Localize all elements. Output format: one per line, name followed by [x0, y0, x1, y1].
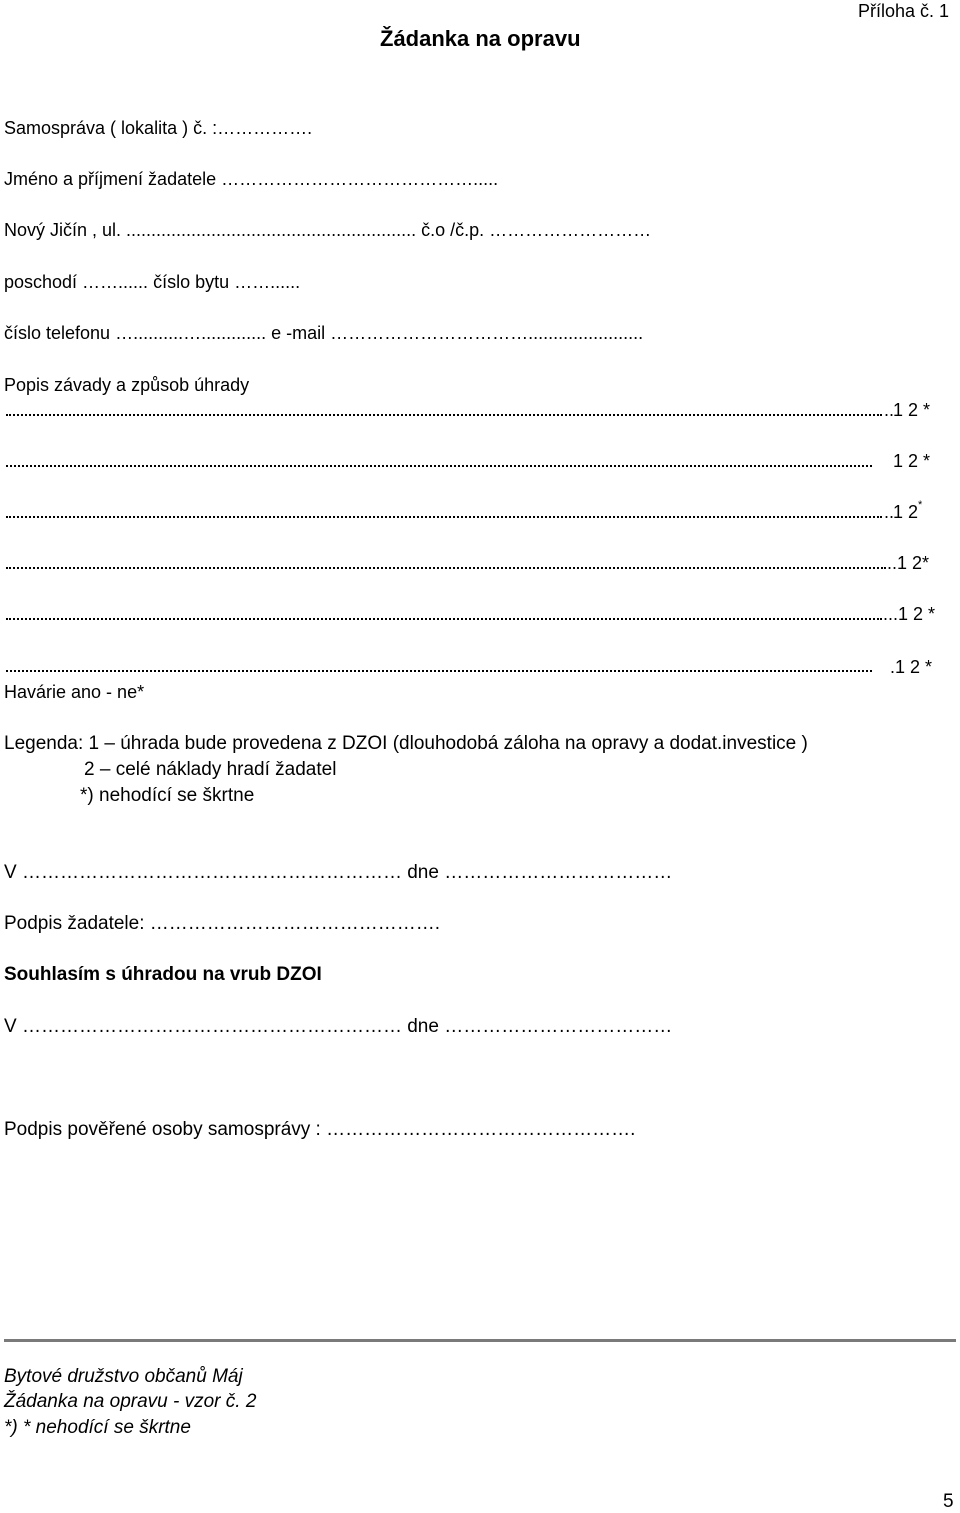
defect-line-5 [6, 618, 882, 620]
applicant-name-field: Jméno a příjmení žadatele ……………………………………..... [4, 169, 499, 189]
defect-line-3 [6, 516, 882, 518]
defect-line-2-options: 1 2 * [893, 451, 931, 471]
page-number: 5 [943, 1491, 954, 1512]
defect-line-6-options: .1 2 * [890, 657, 933, 677]
phone-email-field: číslo telefonu …..........…............. e -mail ……………………………....................... [4, 323, 644, 343]
legend-line-2: 2 – celé náklady hradí žadatel [84, 759, 337, 780]
authorized-signature-field: Podpis pověřené osoby samosprávy : …………………………………………. [4, 1119, 636, 1140]
address-field: Nový Jičín , ul. .......................................................... č.o /č.p. ……………………… [4, 220, 652, 240]
floor-flat-field: poschodí ……...... číslo bytu ……...... [4, 272, 301, 292]
defect-line-4 [6, 567, 886, 569]
defect-line-5-end: ... [883, 604, 899, 624]
emergency-field: Havárie ano - ne* [4, 682, 145, 702]
defect-line-2 [6, 465, 872, 467]
footer-organization: Bytové družstvo občanů Máj [4, 1366, 243, 1387]
applicant-signature-field: Podpis žadatele: ………………………………………. [4, 913, 441, 934]
defect-line-1-end: .. [884, 400, 895, 420]
defect-line-1 [6, 414, 882, 416]
defect-line-1-options: 1 2 * [893, 400, 931, 420]
footer-form-name: Žádanka na opravu - vzor č. 2 [4, 1391, 257, 1412]
defect-description-label: Popis závady a způsob úhrady [4, 375, 250, 395]
defect-line-4-end: .. [887, 553, 898, 573]
legend-line-3: *) nehodící se škrtne [80, 785, 255, 806]
page-title: Žádanka na opravu [380, 26, 581, 51]
defect-line-5-options: 1 2 * [898, 604, 936, 624]
defect-line-4-options: 1 2* [897, 553, 930, 573]
consent-heading: Souhlasím s úhradou na vrub DZOI [4, 964, 322, 985]
attachment-label: Příloha č. 1 [858, 1, 950, 21]
defect-line-3-options: 1 2* [893, 499, 923, 522]
defect-line-6 [6, 670, 872, 672]
place-date-field-2: V …………………………………………………… dne ……………………………… [4, 1016, 673, 1037]
defect-line-3-end: .. [884, 502, 895, 522]
place-date-field: V …………………………………………………… dne ……………………………… [4, 862, 673, 883]
footer-note: *) * nehodící se škrtne [4, 1417, 191, 1438]
footer-divider [4, 1339, 956, 1342]
legend-line-1: Legenda: 1 – úhrada bude provedena z DZOI (dlouhodobá záloha na opravy a dodat.investice ) [4, 733, 808, 754]
self-government-field: Samospráva ( lokalita ) č. :……………. [4, 118, 313, 138]
